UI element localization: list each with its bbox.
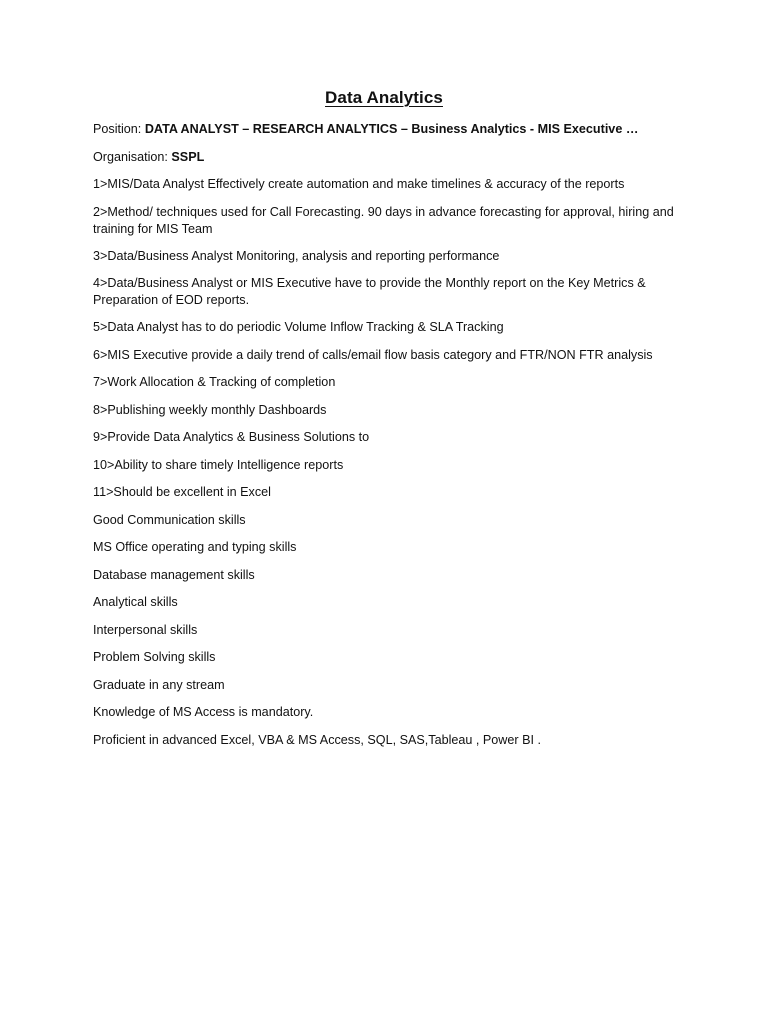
organisation-value: SSPL (171, 149, 205, 164)
organisation-label: Organisation: (93, 149, 172, 164)
position-value: DATA ANALYST – RESEARCH ANALYTICS – Business Analytics - MIS Executive … (144, 122, 639, 136)
skill-item-problem-solving: Problem Solving skills (93, 650, 216, 664)
skill-item-ms-access: Knowledge of MS Access is mandatory. (93, 705, 314, 719)
responsibility-item-8: 8>Publishing weekly monthly Dashboards (93, 402, 327, 417)
skill-item-communication: Good Communication skills (93, 512, 246, 527)
organisation-line (93, 149, 683, 166)
document-title: Data Analytics (325, 88, 443, 107)
responsibility-item-4: 4>Data/Business Analyst or MIS Executive have to provide the Monthly report on the Key Metrics & Preparation of EOD reports. (93, 276, 646, 307)
skill-item-graduate: Graduate in any stream (93, 677, 225, 692)
responsibility-item-1: 1>MIS/Data Analyst Effectively create automation and make timelines & accuracy of the reports (93, 177, 625, 191)
document-body (93, 121, 683, 759)
position-line (93, 121, 683, 138)
responsibility-item-9: 9>Provide Data Analytics & Business Solutions to (93, 430, 370, 444)
skill-item-ms-office: MS Office operating and typing skills (93, 540, 297, 554)
position-label: Position: (93, 122, 145, 136)
skill-item-database: Database management skills (93, 567, 255, 582)
responsibility-item-2: 2>Method/ techniques used for Call Forecasting. 90 days in advance forecasting for approval, hiring and training for MIS Team (93, 204, 674, 236)
responsibility-item-11: 11>Should be excellent in Excel (93, 485, 271, 499)
skill-item-analytical: Analytical skills (93, 595, 178, 609)
responsibility-item-6: 6>MIS Executive provide a daily trend of calls/email flow basis category and FTR/NON FTR analysis (93, 347, 653, 362)
responsibility-item-5: 5>Data Analyst has to do periodic Volume Inflow Tracking & SLA Tracking (93, 320, 504, 334)
responsibility-item-3: 3>Data/Business Analyst Monitoring, analysis and reporting performance (93, 248, 500, 263)
skill-item-proficient-tools: Proficient in advanced Excel, VBA & MS Access, SQL, SAS,Tableau , Power BI . (93, 732, 541, 747)
skill-item-interpersonal: Interpersonal skills (93, 622, 198, 637)
responsibility-item-7: 7>Work Allocation & Tracking of completion (93, 375, 336, 389)
responsibility-item-10: 10>Ability to share timely Intelligence reports (93, 457, 344, 472)
